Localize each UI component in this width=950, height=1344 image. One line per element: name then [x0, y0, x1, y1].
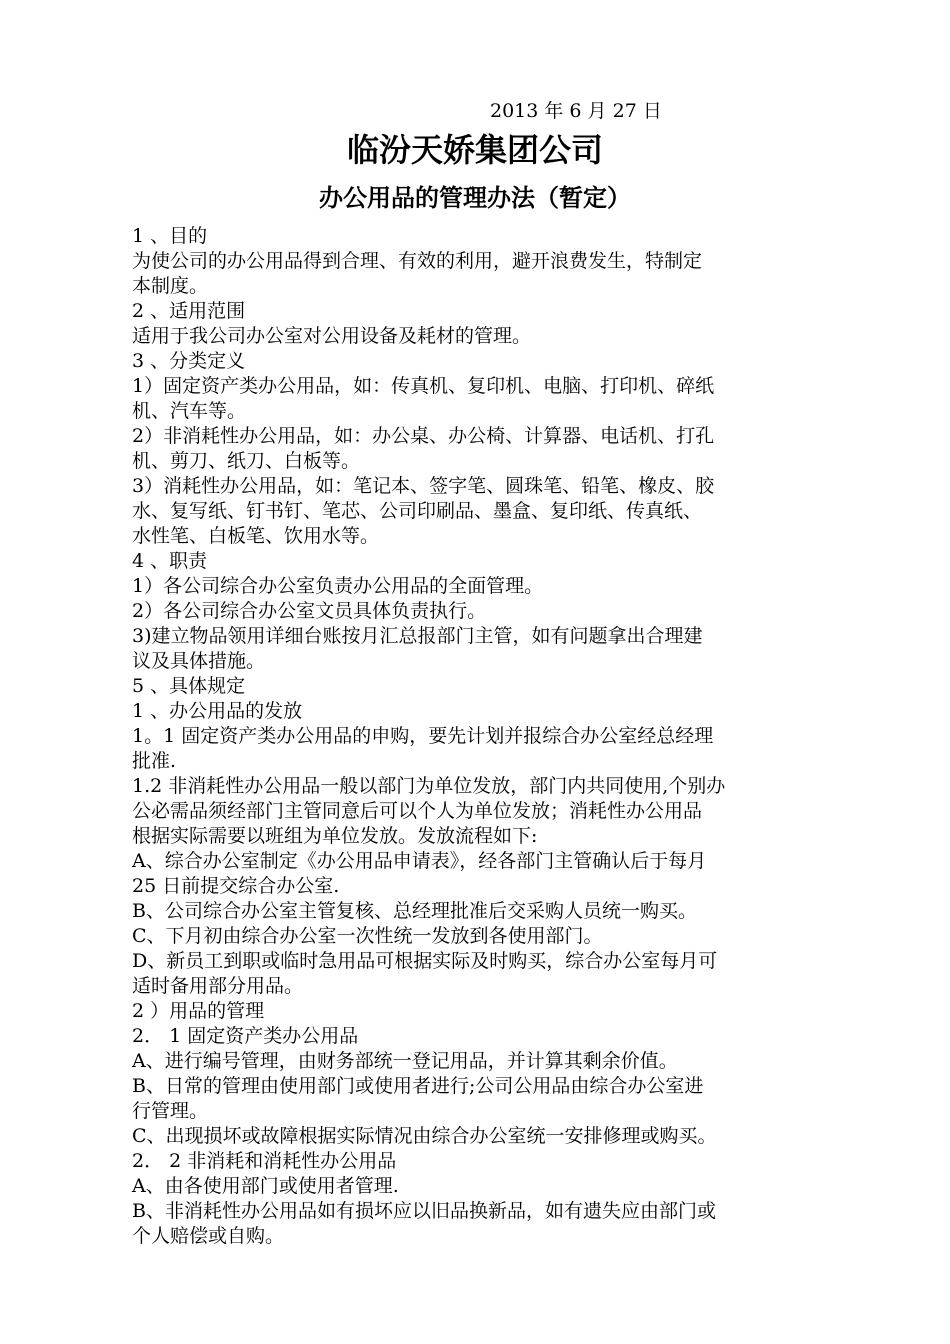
document-date: 2013 年 6 月 27 日	[490, 100, 662, 122]
text-line: A、由各使用部门或使用者管理.	[132, 1175, 399, 1197]
text-line: 适时备用部分用品。	[132, 975, 304, 997]
text-line: 为使公司的办公用品得到合理、有效的利用，避开浪费发生，特制定	[132, 250, 703, 272]
text-line: 本制度。	[132, 275, 209, 297]
company-title: 临汾天娇集团公司	[346, 131, 603, 169]
text-line: 3 、分类定义	[132, 350, 246, 372]
text-line: A、进行编号管理，由财务部统一登记用品，并计算其剩余价值。	[132, 1050, 678, 1072]
text-line: C、出现损坏或故障根据实际情况由综合办公室统一安排修理或购买。	[132, 1125, 717, 1147]
text-line: C、下月初由综合办公室一次性统一发放到各使用部门。	[132, 925, 603, 947]
text-line: 批准.	[132, 750, 177, 772]
text-line: 1）各公司综合办公室负责办公用品的全面管理。	[132, 575, 544, 597]
text-line: 1。1 固定资产类办公用品的申购，要先计划并报综合办公室经总经理	[132, 725, 714, 747]
text-line: 25 日前提交综合办公室.	[132, 875, 340, 897]
text-line: 1）固定资产类办公用品，如：传真机、复印机、电脑、打印机、碎纸	[132, 375, 715, 397]
text-line: 水性笔、白板笔、饮用水等。	[132, 525, 380, 547]
text-line: 2． 1 固定资产类办公用品	[132, 1025, 359, 1047]
text-line: A、综合办公室制定《办公用品申请表》，经各部门主管确认后于每月	[132, 850, 707, 872]
text-line: 机、汽车等。	[132, 400, 247, 422]
document-body	[132, 224, 822, 1249]
text-line: 根据实际需要以班组为单位发放。发放流程如下:	[132, 825, 538, 847]
document-subtitle: 办公用品的管理办法（暂定）	[319, 184, 631, 212]
text-line: 2）各公司综合办公室文员具体负责执行。	[132, 600, 487, 622]
text-line: 5 、具体规定	[132, 675, 246, 697]
text-line: 3)建立物品领用详细台账按月汇总报部门主管，如有问题拿出合理建	[132, 625, 703, 647]
text-line: 1.2 非消耗性办公用品一般以部门为单位发放，部门内共同使用,个别办	[132, 775, 726, 797]
text-line: 3）消耗性办公用品，如：笔记本、签字笔、圆珠笔、铅笔、橡皮、胶	[132, 475, 715, 497]
text-line: B、非消耗性办公用品如有损坏应以旧品换新品，如有遗失应由部门或	[132, 1200, 716, 1222]
text-line: 议及具体措施。	[132, 650, 266, 672]
text-line: D、新员工到职或临时急用品可根据实际及时购买，综合办公室每月可	[132, 950, 718, 972]
text-line: 个人赔偿或自购。	[132, 1225, 285, 1247]
text-line: 2． 2 非消耗和消耗性办公用品	[132, 1150, 397, 1172]
text-line: 机、剪刀、纸刀、白板等。	[132, 450, 361, 472]
text-line: 行管理。	[132, 1100, 209, 1122]
text-line: 公必需品须经部门主管同意后可以个人为单位发放；消耗性办公用品	[132, 800, 703, 822]
text-line: B、公司综合办公室主管复核、总经理批准后交采购人员统一购买。	[132, 900, 697, 922]
text-line: 适用于我公司办公室对公用设备及耗材的管理。	[132, 325, 532, 347]
text-line: 1 、目的	[132, 225, 208, 247]
text-line: 1 、办公用品的发放	[132, 700, 303, 722]
text-line: 2）非消耗性办公用品，如：办公桌、办公椅、计算器、电话机、打孔	[132, 425, 715, 447]
text-line: 水、复写纸、钉书钉、笔芯、公司印刷品、墨盒、复印纸、传真纸、	[132, 500, 703, 522]
text-line: B、日常的管理由使用部门或使用者进行;公司公用品由综合办公室进	[132, 1075, 704, 1097]
text-line: 2 ）用品的管理	[132, 1000, 265, 1022]
text-line: 2 、适用范围	[132, 300, 246, 322]
text-line: 4 、职责	[132, 550, 208, 572]
